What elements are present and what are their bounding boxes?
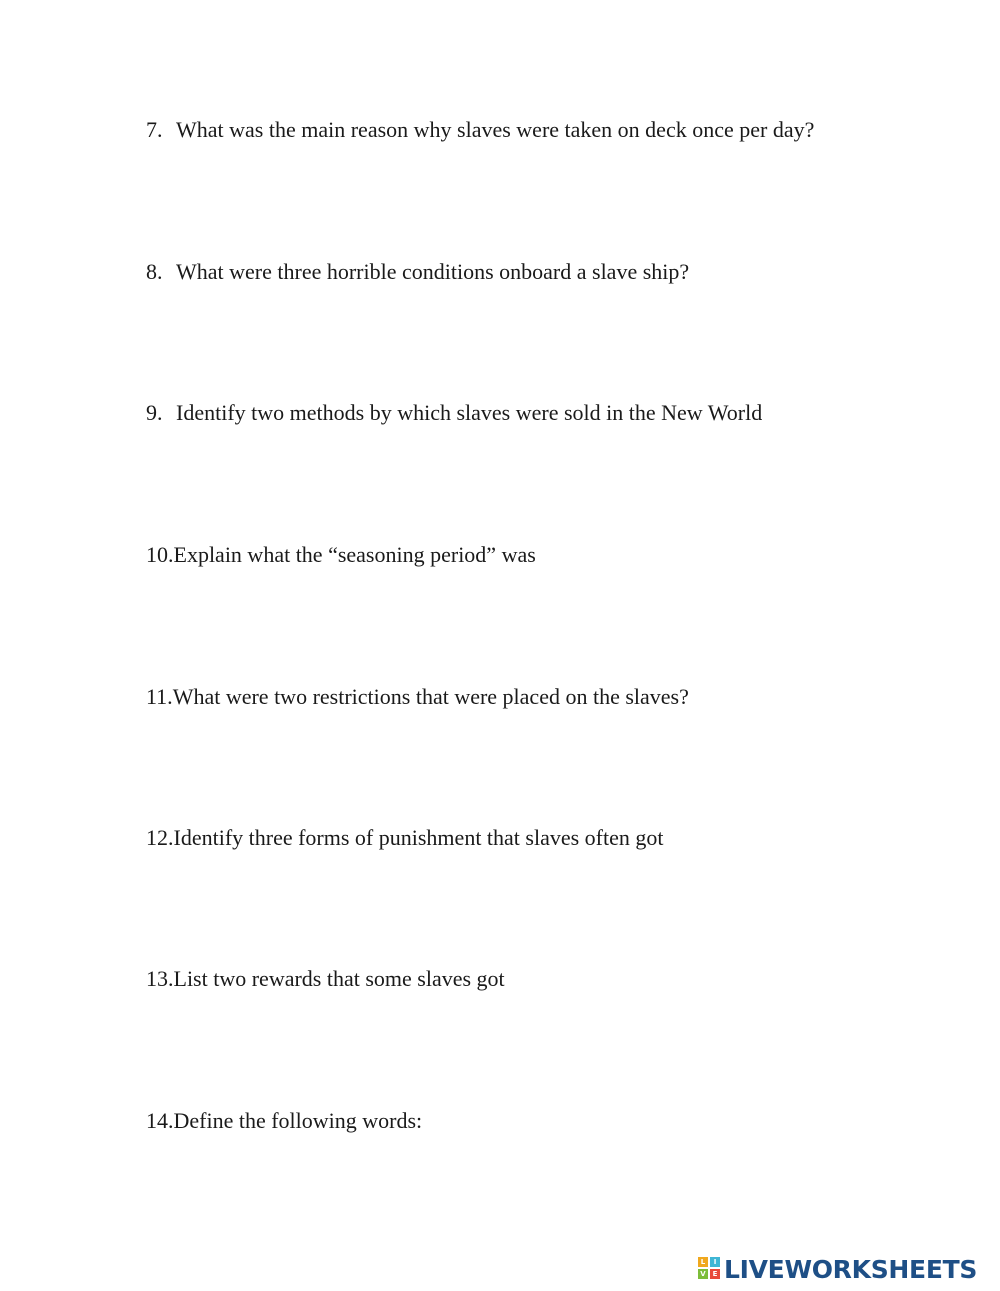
question-10 (146, 541, 536, 569)
question-number: 13. (146, 966, 174, 991)
question-number: 7. (146, 117, 163, 142)
question-text: Define the following words: (173, 1108, 423, 1133)
question-number: 8. (146, 259, 163, 284)
question-text: Identify three forms of punishment that slaves often got (173, 825, 664, 850)
question-12 (146, 824, 664, 852)
question-text: List two rewards that some slaves got (173, 966, 505, 991)
question-text: What were three horrible conditions onboard a slave ship? (176, 259, 690, 284)
logo-wordmark: LIVEWORKSHEETS (724, 1254, 978, 1284)
logo-tile-v: V (698, 1269, 708, 1279)
logo-tile-e: E (710, 1269, 720, 1279)
logo-tile-l: L (698, 1257, 708, 1267)
question-9 (146, 399, 762, 427)
question-8 (146, 258, 689, 286)
logo-tile-i: I (710, 1257, 720, 1267)
question-number: 14. (146, 1108, 174, 1133)
question-number: 11. (146, 684, 173, 709)
question-13 (146, 965, 505, 993)
question-number: 10. (146, 542, 174, 567)
question-number: 12. (146, 825, 174, 850)
question-7 (146, 116, 814, 144)
question-number: 9. (146, 400, 163, 425)
question-11 (146, 683, 689, 711)
liveworksheets-logo (698, 1254, 977, 1284)
question-14 (146, 1107, 422, 1135)
question-text: Explain what the “seasoning period” was (173, 542, 536, 567)
question-text: What were two restrictions that were placed on the slaves? (172, 684, 689, 709)
question-text: Identify two methods by which slaves were sold in the New World (176, 400, 763, 425)
liveworksheets-logo-icon (698, 1257, 722, 1281)
question-text: What was the main reason why slaves were taken on deck once per day? (176, 117, 815, 142)
